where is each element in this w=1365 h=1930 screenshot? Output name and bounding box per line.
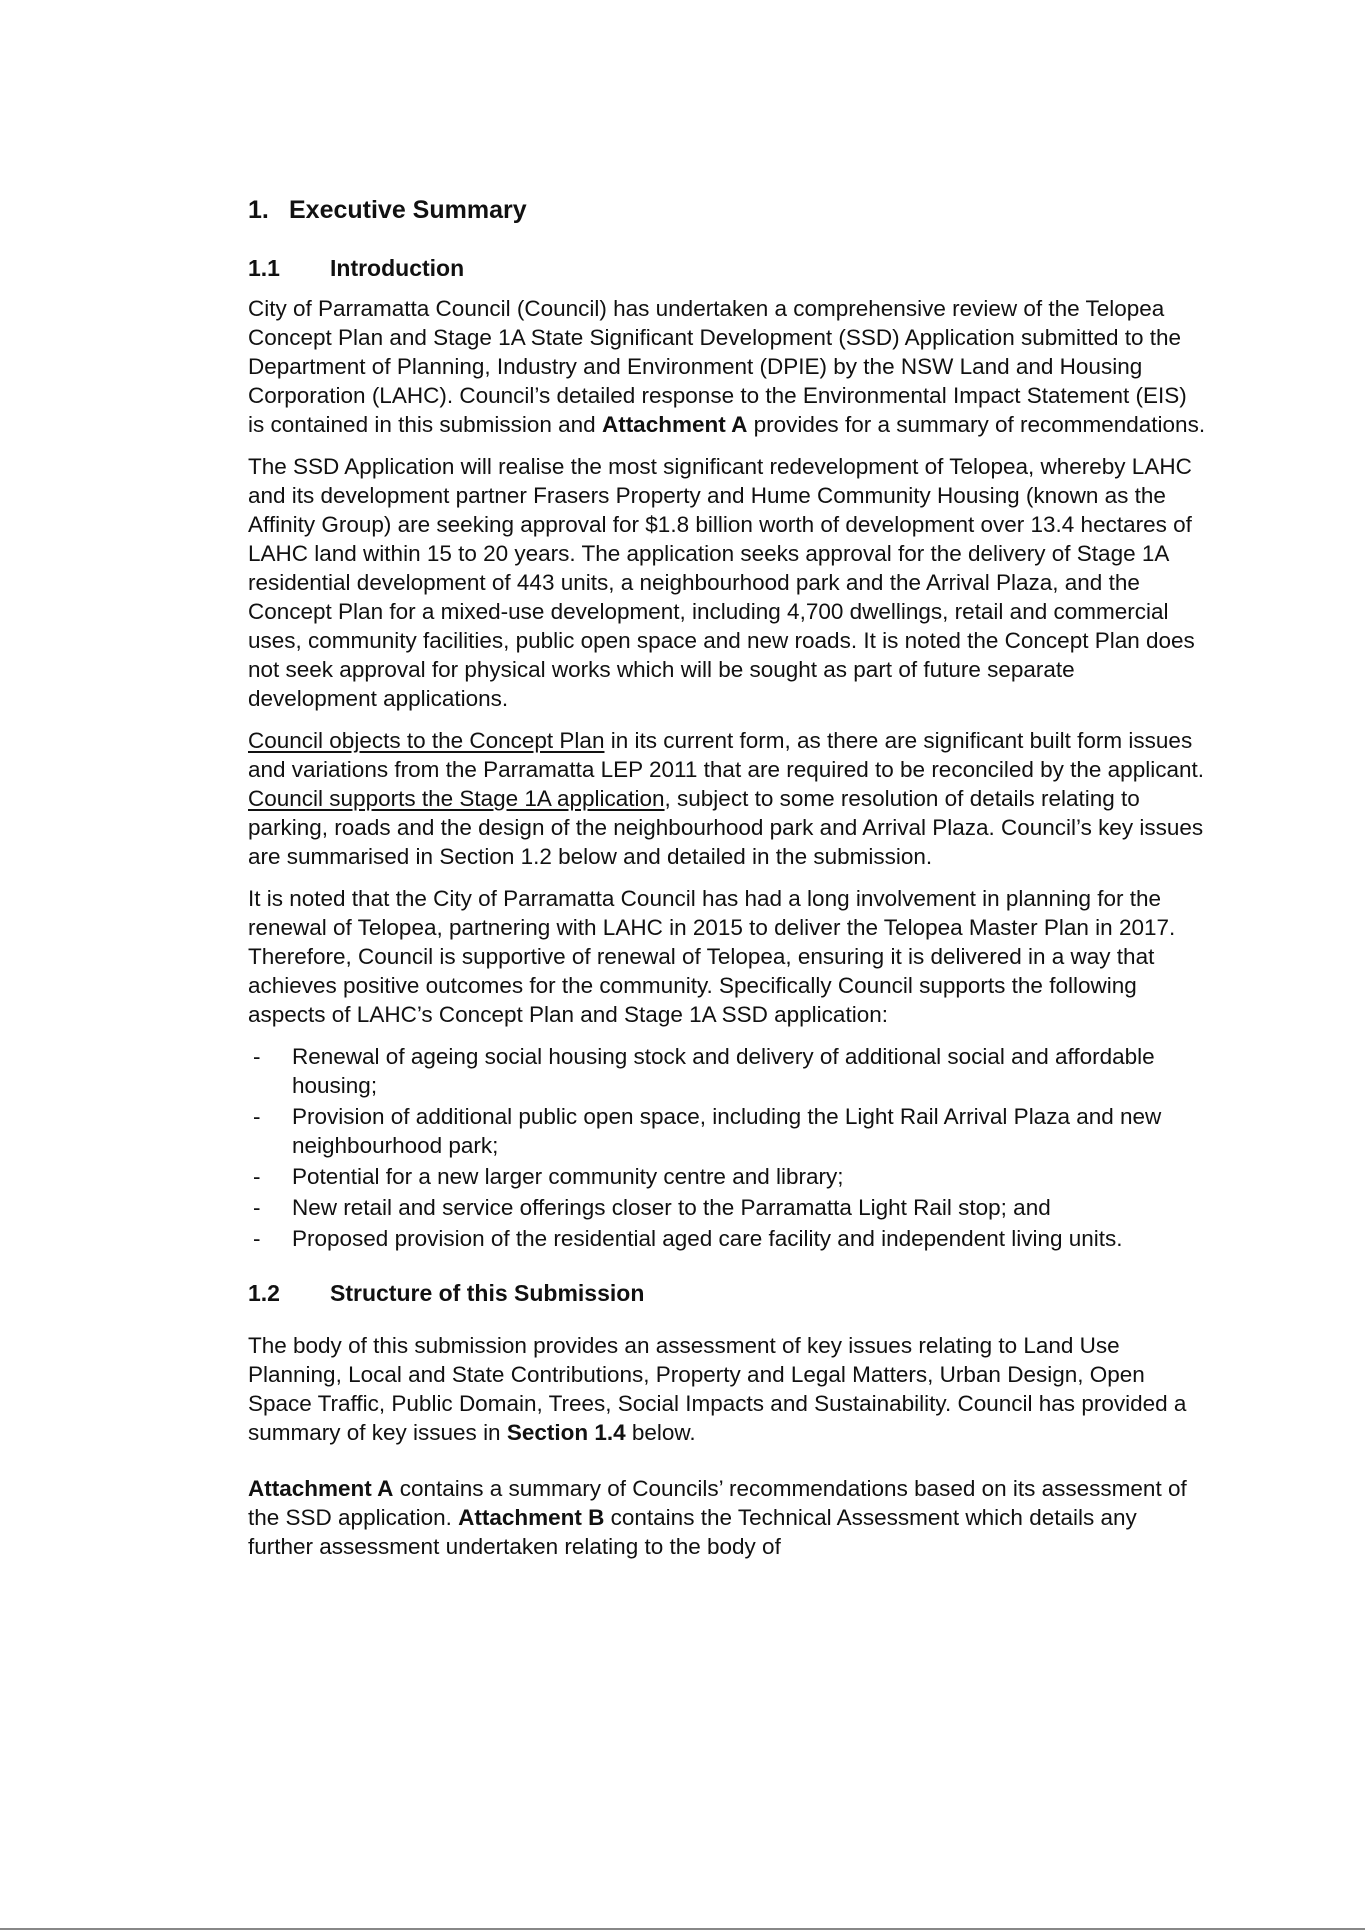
list-item: - Potential for a new larger community centre and library; [248, 1162, 1208, 1191]
section-title: Executive Summary [289, 196, 527, 224]
text-run: contains a summary of Councils’ recommendations based on its assessment of the SSD application. [248, 1476, 1187, 1530]
list-item: - Provision of additional public open space, including the Light Rail Arrival Plaza and new neighbourhood park; [248, 1102, 1208, 1160]
attachment-a-ref: Attachment A [248, 1476, 394, 1501]
objection-statement: Council objects to the Concept Plan [248, 728, 605, 753]
paragraph-council-position [248, 726, 1208, 871]
text-run: in its current form, as there are significant built form issues and variations from the Parramatta LEP 2011 that are required to be reconciled by the applicant. [248, 728, 1204, 782]
text-run: The body of this submission provides an assessment of key issues relating to Land Use Planning, Local and State Contributions, Property and Legal Matters, Urban Design, Open Space Traffic, Public Domain, Trees, Social Impacts and Sustainability. Council has provided a summary of key issues in [248, 1333, 1187, 1445]
supported-aspects-list [248, 1042, 1208, 1253]
text-run: contains the Technical Assessment which details any further assessment undertaken relating to the body of [248, 1505, 1137, 1559]
list-item: - Renewal of ageing social housing stock and delivery of additional social and affordable housing; [248, 1042, 1208, 1100]
section-ref: Section 1.4 [506, 1420, 626, 1445]
subsection-number: 1.2 [248, 1280, 280, 1306]
list-item: - Proposed provision of the residential aged care facility and independent living units. [248, 1224, 1208, 1253]
paragraph-review [248, 294, 1208, 439]
section-number: 1. [248, 196, 269, 224]
text-run: provides for a summary of recommendations. [747, 412, 1206, 437]
section-heading-executive-summary [248, 190, 1208, 230]
paragraph-attachments [248, 1474, 1208, 1561]
subsection-heading-structure [248, 1275, 1208, 1311]
subsection-title: Structure of this Submission [330, 1280, 645, 1306]
paragraph-ssd-application: The SSD Application will realise the most significant redevelopment of Telopea, whereby LAHC and its development partner Frasers Property and Hume Community Housing (known as the Affinity Group) are seeking approval for $1.8 billion worth of development over 13.4 hectares of LAHC land within 15 to 20 years. The application seeks approval for the delivery of Stage 1A residential development of 443 units, a neighbourhood park and the Arrival Plaza, and the Concept Plan for a mixed-use development, including 4,700 dwellings, retail and commercial uses, community facilities, public open space and new roads. It is noted the Concept Plan does not seek approval for physical works which will be sought as part of future separate development applications. [248, 454, 1195, 711]
paragraph-involvement: It is noted that the City of Parramatta Council has had a long involvement in planning for the renewal of Telopea, partnering with LAHC in 2015 to deliver the Telopea Master Plan in 2017. Therefore, Council is supportive of renewal of Telopea, ensuring it is delivered in a way that achieves positive outcomes for the community. Specifically Council supports the following aspects of LAHC’s Concept Plan and Stage 1A SSD application: [248, 886, 1176, 1027]
paragraph-body-overview [248, 1331, 1208, 1447]
text-run: , subject to some resolution of details relating to parking, roads and the design of the neighbourhood park and Arrival Plaza. Council’s key issues are summarised in Section 1.2 below and detailed in the submission. [248, 786, 1204, 869]
page-content [248, 190, 1208, 1574]
support-statement: Council supports the Stage 1A application [248, 786, 665, 811]
subsection-title: Introduction [330, 255, 465, 281]
text-run: below. [625, 1420, 696, 1445]
attachment-a-ref: Attachment A [601, 412, 748, 437]
subsection-number: 1.1 [248, 255, 280, 281]
list-item: - New retail and service offerings closer to the Parramatta Light Rail stop; and [248, 1193, 1208, 1222]
subsection-heading-introduction [248, 250, 1208, 286]
text-run: City of Parramatta Council (Council) has undertaken a comprehensive review of the Telopea Concept Plan and Stage 1A State Significant Development (SSD) Application submitted to the Department of Planning, Industry and Environment (DPIE) by the NSW Land and Housing Corporation (LAHC). Council’s detailed response to the Environmental Impact Statement (EIS) is contained in this submission and [248, 296, 1187, 437]
attachment-b-ref: Attachment B [458, 1505, 605, 1530]
